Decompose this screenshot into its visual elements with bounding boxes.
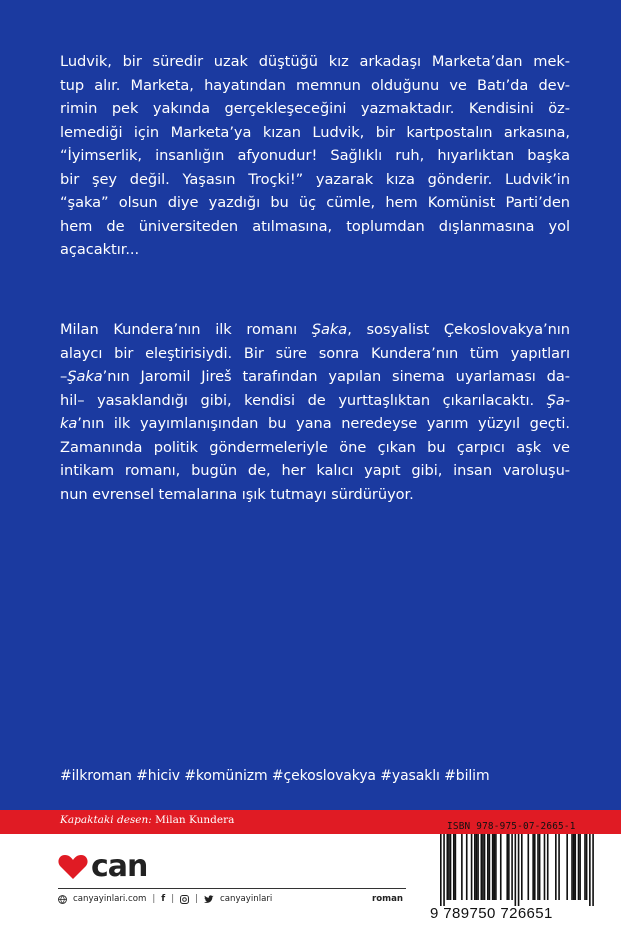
blurb-line: bir şey değil. Yaşasın Troçki!” yazarak kıza gönderir. Ludvik’in <box>60 170 570 188</box>
blurb-paragraph-2 <box>60 318 570 506</box>
barcode-bar <box>544 834 546 900</box>
text-run: hil– yasaklandığı gibi, kendisi de yurttaşlıktan çıkarılacaktı. <box>60 391 547 409</box>
text-run: – <box>60 368 68 385</box>
separator: | <box>171 894 175 904</box>
book-title-italic: Şaka <box>67 368 103 385</box>
genre-label: roman <box>372 894 404 904</box>
blurb-paragraph-1 <box>60 50 570 262</box>
barcode-bar <box>584 834 586 900</box>
facebook-icon[interactable]: f <box>161 894 166 904</box>
barcode-bar <box>558 834 560 900</box>
separator: | <box>152 894 156 904</box>
barcode-bar <box>443 834 445 906</box>
barcode <box>432 834 604 906</box>
heart-icon <box>58 854 88 880</box>
globe-icon <box>58 895 67 904</box>
barcode-bar <box>573 834 575 900</box>
book-title-italic: Şaka <box>311 321 348 338</box>
barcode-bar <box>471 834 473 900</box>
barcode-bar <box>440 834 442 906</box>
barcode-bar <box>592 834 594 906</box>
barcode-bar <box>466 834 468 900</box>
barcode-bar <box>500 834 502 900</box>
barcode-bar <box>521 834 523 900</box>
barcode-bar <box>508 834 510 900</box>
barcode-bar <box>579 834 581 900</box>
text-run: ’nın ilk yayımlanışından bu yana neredeyse yarım yüzyıl geçti. <box>77 415 570 432</box>
barcode-bar <box>555 834 557 900</box>
blurb-line <box>60 318 570 342</box>
blurb-line: rimin pek yakında gerçekleşeceğini yazmaktadır. Kendisini öz- <box>60 100 570 117</box>
publisher-logo <box>58 850 147 884</box>
blurb-line: alaycı bir eleştirisiydi. Bir süre sonra Kundera’nın tüm yapıtları <box>60 344 570 362</box>
barcode-bar <box>455 834 457 900</box>
separator: | <box>195 894 199 904</box>
barcode-bar <box>578 834 580 900</box>
barcode-bar <box>589 834 591 906</box>
barcode-bar <box>487 834 489 900</box>
logo-wordmark: can <box>91 849 148 884</box>
blurb-line: Ludvik, bir süredir uzak düştüğü kız arkadaşı Marketa’dan mek- <box>60 53 570 70</box>
barcode-bar <box>515 834 517 906</box>
instagram-icon[interactable] <box>180 895 189 904</box>
barcode-bar <box>477 834 479 900</box>
hashtags: #ilkroman #hiciv #komünizm #çekoslovakya #yasaklı #bilim <box>60 768 490 784</box>
social-handle[interactable]: canyayinlari <box>220 894 273 904</box>
website-link[interactable]: canyayinlari.com <box>73 894 147 904</box>
barcode-bar <box>537 834 539 900</box>
blurb-line <box>60 412 570 436</box>
blurb-line: “İyimserlik, insanlığın afyonudur! Sağlıklı ruh, hıyarlıktan başka <box>60 147 570 164</box>
book-title-italic: ka <box>60 415 78 432</box>
text-run: ’nın Jaromil Jireš tarafından yapılan sinema uyarlaması da- <box>102 368 570 385</box>
blurb-line: açacaktır... <box>60 241 140 258</box>
barcode-bar <box>489 834 491 900</box>
isbn-label: ISBN 978-975-07-2665-1 <box>447 821 576 832</box>
barcode-bar <box>448 834 450 900</box>
barcode-bar <box>547 834 549 900</box>
barcode-bar <box>493 834 495 900</box>
text-run: , sosyalist Çekoslovakya’nın <box>347 321 570 338</box>
barcode-bar <box>506 834 508 900</box>
credit-label: Kapaktaki desen: <box>60 814 152 826</box>
barcode-bar <box>495 834 497 900</box>
blurb-line <box>60 389 570 413</box>
book-title-italic: Şa- <box>546 391 570 409</box>
blurb-line: Zamanında politik göndermeleriyle öne çıkan bu çarpıcı aşk ve <box>60 438 570 456</box>
twitter-icon[interactable] <box>204 895 214 904</box>
text-run: Milan Kundera’nın ilk romanı <box>60 321 312 338</box>
blurb-line: tup alır. Marketa, hayatından memnun olduğunu ve Batı’da dev- <box>60 76 570 94</box>
barcode-bar <box>571 834 573 900</box>
footer-divider <box>58 888 406 889</box>
barcode-bar <box>446 834 448 900</box>
barcode-bar <box>586 834 588 900</box>
barcode-bar <box>539 834 541 900</box>
barcode-bar <box>534 834 536 900</box>
barcode-bar <box>482 834 484 900</box>
barcode-bar <box>450 834 452 900</box>
barcode-bar <box>532 834 534 900</box>
isbn-digits: 9 789750 726651 <box>430 905 553 922</box>
barcode-bar <box>476 834 478 900</box>
barcode-bar <box>574 834 576 900</box>
barcode-bar <box>474 834 476 900</box>
barcode-bar <box>481 834 483 900</box>
barcode-bar <box>453 834 455 900</box>
blurb-line: intikam romanı, bugün de, her kalıcı yapıt gibi, insan varoluşu- <box>60 462 570 479</box>
blurb-line: nun evrensel temalarına ışık tutmayı sürdürüyor. <box>60 485 414 503</box>
cover-art-credit <box>60 814 234 826</box>
barcode-bar <box>527 834 529 900</box>
barcode-bar <box>461 834 463 900</box>
barcode-bar <box>518 834 520 906</box>
barcode-bar <box>566 834 568 900</box>
barcode-bar <box>511 834 513 900</box>
publisher-links <box>58 894 272 904</box>
barcode-bar <box>484 834 486 900</box>
blurb-line: hem de üniversiteden atılmasına, toplumdan dışlanmasına yol <box>60 217 570 235</box>
credit-value: Milan Kundera <box>155 814 235 826</box>
blurb-line <box>60 365 570 389</box>
blurb-line: lemediği için Marketa’ya kızan Ludvik, bir kartpostalın arkasına, <box>60 123 570 141</box>
blurb-line: “şaka” olsun diye yazdığı bu üç cümle, hem Komünist Parti’den <box>60 194 570 211</box>
barcode-bar <box>492 834 494 900</box>
